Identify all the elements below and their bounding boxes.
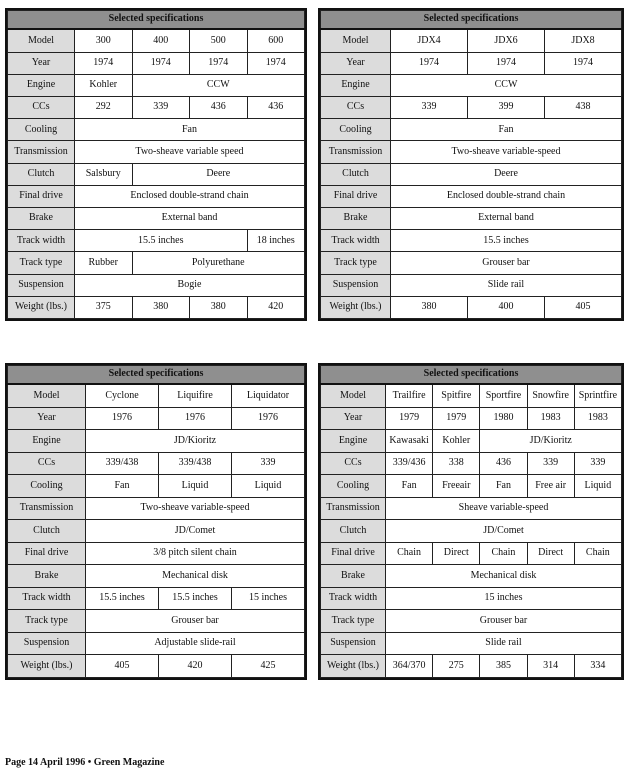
table-row: [321, 587, 622, 610]
table-row: [321, 475, 622, 498]
table-row: [8, 407, 305, 430]
spec-cell: 380: [190, 296, 248, 318]
spec-cell: 400: [468, 296, 545, 318]
row-label: Clutch: [321, 163, 391, 185]
row-label: Engine: [321, 74, 391, 96]
row-label: Year: [8, 52, 75, 74]
spec-cell: 339/438: [86, 452, 159, 475]
table-row: [321, 296, 622, 318]
spec-cell: 15.5 inches: [159, 587, 232, 610]
spec-cell: 1974: [247, 52, 305, 74]
row-label: Year: [321, 407, 386, 430]
spec-cell: Polyurethane: [132, 252, 305, 274]
table-row: [321, 452, 622, 475]
table-row: [8, 163, 305, 185]
row-label: Weight (lbs.): [8, 296, 75, 318]
spec-cell: Two-sheave variable-speed: [391, 141, 622, 163]
spec-cell: Grouser bar: [86, 610, 305, 633]
table-row: [8, 252, 305, 274]
spec-cell: 438: [545, 97, 622, 119]
table-row: [321, 97, 622, 119]
spec-cell: 1974: [190, 52, 248, 74]
row-label: Weight (lbs.): [321, 296, 391, 318]
row-label: CCs: [8, 97, 75, 119]
spec-cell: 375: [75, 296, 133, 318]
spec-cell: 436: [480, 452, 527, 475]
spec-cell: Fan: [386, 475, 433, 498]
row-label: Engine: [8, 74, 75, 96]
spec-cell: Direct: [527, 542, 574, 565]
spec-cell: Grouser bar: [386, 610, 622, 633]
table-row: [321, 207, 622, 229]
row-label: Cooling: [8, 475, 86, 498]
row-label: Track width: [8, 587, 86, 610]
table-row: [8, 632, 305, 655]
spec-cell: 15.5 inches: [86, 587, 159, 610]
table-row: [321, 542, 622, 565]
spec-cell: JDX6: [468, 29, 545, 52]
row-label: Track type: [8, 252, 75, 274]
table-row: [8, 655, 305, 678]
spec-cell: Fan: [391, 119, 622, 141]
spec-cell: Liquid: [159, 475, 232, 498]
table-row: [8, 74, 305, 96]
row-label: Weight (lbs.): [8, 655, 86, 678]
table-row: [321, 520, 622, 543]
table-row: [8, 452, 305, 475]
spec-cell: JDX8: [545, 29, 622, 52]
spec-table-1974-jdx: [318, 8, 624, 321]
spec-cell: 15 inches: [232, 587, 305, 610]
spec-cell: Kohler: [433, 430, 480, 453]
spec-cell: Slide rail: [391, 274, 622, 296]
table-row: [8, 119, 305, 141]
row-label: Transmission: [8, 141, 75, 163]
table-row: [321, 407, 622, 430]
row-label: Year: [8, 407, 86, 430]
row-label: Model: [8, 29, 75, 52]
spec-cell: Mechanical disk: [386, 565, 622, 588]
table-row: [8, 29, 305, 52]
spec-cell: 1976: [86, 407, 159, 430]
table-row: [321, 52, 622, 74]
row-label: Year: [321, 52, 391, 74]
table-row: [321, 141, 622, 163]
table-row: [8, 610, 305, 633]
spec-cell: 1979: [433, 407, 480, 430]
spec-cell: 385: [480, 655, 527, 678]
spec-table: [320, 365, 622, 678]
spec-cell: Liquid: [574, 475, 621, 498]
spec-cell: 420: [159, 655, 232, 678]
spec-cell: 314: [527, 655, 574, 678]
table-title: Selected specifications: [321, 11, 622, 30]
table-row: [8, 230, 305, 252]
spec-cell: 339/438: [159, 452, 232, 475]
spec-cell: 1979: [386, 407, 433, 430]
spec-table-1974-300-600: [5, 8, 307, 321]
row-label: Suspension: [321, 632, 386, 655]
spec-table: [320, 10, 622, 319]
row-label: Clutch: [8, 520, 86, 543]
spec-cell: 364/370: [386, 655, 433, 678]
spec-cell: JD/Kioritz: [86, 430, 305, 453]
table-row: [8, 207, 305, 229]
row-label: Track type: [321, 252, 391, 274]
spec-cell: 339/436: [386, 452, 433, 475]
table-row: [8, 141, 305, 163]
spec-cell: Freeair: [433, 475, 480, 498]
table-row: [8, 97, 305, 119]
spec-cell: 425: [232, 655, 305, 678]
spec-cell: 1974: [391, 52, 468, 74]
spec-cell: 399: [468, 97, 545, 119]
table-row: [8, 520, 305, 543]
spec-cell: 1980: [480, 407, 527, 430]
spec-cell: 400: [132, 29, 190, 52]
spec-cell: CCW: [391, 74, 622, 96]
row-label: Track type: [321, 610, 386, 633]
spec-cell: 1974: [75, 52, 133, 74]
spec-cell: 1974: [468, 52, 545, 74]
spec-cell: 436: [190, 97, 248, 119]
row-label: Brake: [321, 565, 386, 588]
row-label: Suspension: [321, 274, 391, 296]
spec-cell: Mechanical disk: [86, 565, 305, 588]
row-label: Track width: [321, 587, 386, 610]
spec-cell: Deere: [132, 163, 305, 185]
spec-cell: Salsbury: [75, 163, 133, 185]
spec-cell: Enclosed double-strand chain: [75, 185, 305, 207]
table-row: [8, 475, 305, 498]
spec-cell: JDX4: [391, 29, 468, 52]
table-row: [8, 542, 305, 565]
row-label: Track type: [8, 610, 86, 633]
row-label: Track width: [321, 230, 391, 252]
table-row: [321, 655, 622, 678]
spec-cell: 420: [247, 296, 305, 318]
table-row: [321, 632, 622, 655]
spec-cell: JD/Kioritz: [480, 430, 622, 453]
table-row: [321, 565, 622, 588]
spec-cell: Snowfire: [527, 384, 574, 407]
row-label: CCs: [321, 97, 391, 119]
spec-cell: 500: [190, 29, 248, 52]
spec-cell: Direct: [433, 542, 480, 565]
table-row: [8, 52, 305, 74]
table-row: [321, 430, 622, 453]
spec-cell: 18 inches: [247, 230, 305, 252]
spec-cell: Deere: [391, 163, 622, 185]
row-label: CCs: [8, 452, 86, 475]
spec-table: [7, 365, 305, 678]
table-title: Selected specifications: [321, 366, 622, 385]
spec-cell: Chain: [574, 542, 621, 565]
spec-cell: Kohler: [75, 74, 133, 96]
spec-cell: Fan: [480, 475, 527, 498]
row-label: Model: [8, 384, 86, 407]
spec-cell: 1976: [232, 407, 305, 430]
spec-cell: Spitfire: [433, 384, 480, 407]
row-label: Clutch: [8, 163, 75, 185]
table-title: Selected specifications: [8, 11, 305, 30]
spec-table-1976: [5, 363, 307, 680]
row-label: Transmission: [321, 497, 386, 520]
spec-table: [7, 10, 305, 319]
table-row: [321, 274, 622, 296]
row-label: Brake: [8, 565, 86, 588]
spec-cell: 1983: [574, 407, 621, 430]
table-row: [321, 384, 622, 407]
table-row: [321, 610, 622, 633]
table-row: [8, 296, 305, 318]
row-label: Cooling: [321, 475, 386, 498]
row-label: Engine: [8, 430, 86, 453]
table-row: [8, 384, 305, 407]
spec-cell: 339: [527, 452, 574, 475]
row-label: Suspension: [8, 274, 75, 296]
row-label: Transmission: [321, 141, 391, 163]
table-row: [321, 29, 622, 52]
row-label: Model: [321, 384, 386, 407]
spec-cell: 1976: [159, 407, 232, 430]
spec-cell: 405: [545, 296, 622, 318]
spec-cell: Chain: [480, 542, 527, 565]
row-label: Brake: [8, 207, 75, 229]
spec-cell: Kawasaki: [386, 430, 433, 453]
spec-cell: Two-sheave variable-speed: [86, 497, 305, 520]
table-row: [8, 565, 305, 588]
spec-cell: 334: [574, 655, 621, 678]
table-row: [8, 274, 305, 296]
spec-cell: Chain: [386, 542, 433, 565]
spec-cell: Grouser bar: [391, 252, 622, 274]
spec-cell: 15.5 inches: [75, 230, 248, 252]
spec-cell: 1983: [527, 407, 574, 430]
row-label: Cooling: [321, 119, 391, 141]
row-label: Cooling: [8, 119, 75, 141]
spec-cell: 1974: [545, 52, 622, 74]
spec-cell: 380: [132, 296, 190, 318]
table-title: Selected specifications: [8, 366, 305, 385]
table-row: [321, 163, 622, 185]
spec-cell: 405: [86, 655, 159, 678]
spec-cell: 338: [433, 452, 480, 475]
spec-cell: Liquid: [232, 475, 305, 498]
spec-cell: 436: [247, 97, 305, 119]
table-row: [321, 74, 622, 96]
table-row: [321, 252, 622, 274]
spec-cell: Trailfire: [386, 384, 433, 407]
spec-table-1979-1983: [318, 363, 624, 680]
row-label: Final drive: [321, 542, 386, 565]
spec-cell: 600: [247, 29, 305, 52]
spec-cell: 15 inches: [386, 587, 622, 610]
row-label: Clutch: [321, 520, 386, 543]
spec-cell: CCW: [132, 74, 305, 96]
row-label: Final drive: [321, 185, 391, 207]
row-label: Suspension: [8, 632, 86, 655]
spec-cell: Fan: [86, 475, 159, 498]
spec-cell: Bogie: [75, 274, 305, 296]
spec-cell: 1974: [132, 52, 190, 74]
spec-cell: JD/Comet: [386, 520, 622, 543]
table-row: [8, 430, 305, 453]
spec-cell: 292: [75, 97, 133, 119]
row-label: Brake: [321, 207, 391, 229]
table-row: [321, 119, 622, 141]
row-label: CCs: [321, 452, 386, 475]
spec-cell: JD/Comet: [86, 520, 305, 543]
row-label: Final drive: [8, 542, 86, 565]
spec-cell: 339: [132, 97, 190, 119]
spec-cell: 339: [391, 97, 468, 119]
page-footer: Page 14 April 1996 • Green Magazine: [5, 757, 165, 768]
spec-cell: Cyclone: [86, 384, 159, 407]
spec-cell: Enclosed double-strand chain: [391, 185, 622, 207]
spec-cell: Rubber: [75, 252, 133, 274]
row-label: Model: [321, 29, 391, 52]
spec-cell: 3/8 pitch silent chain: [86, 542, 305, 565]
spec-cell: Adjustable slide-rail: [86, 632, 305, 655]
spec-cell: 15.5 inches: [391, 230, 622, 252]
table-row: [321, 230, 622, 252]
table-row: [8, 185, 305, 207]
spec-cell: 300: [75, 29, 133, 52]
table-row: [8, 497, 305, 520]
spec-cell: Sportfire: [480, 384, 527, 407]
spec-cell: Liquifire: [159, 384, 232, 407]
spec-cell: 275: [433, 655, 480, 678]
table-row: [321, 185, 622, 207]
row-label: Transmission: [8, 497, 86, 520]
spec-cell: Liquidator: [232, 384, 305, 407]
spec-cell: External band: [391, 207, 622, 229]
spec-cell: Two-sheave variable speed: [75, 141, 305, 163]
row-label: Track width: [8, 230, 75, 252]
spec-cell: 339: [574, 452, 621, 475]
table-row: [321, 497, 622, 520]
spec-cell: Fan: [75, 119, 305, 141]
spec-cell: Free air: [527, 475, 574, 498]
spec-cell: Sheave variable-speed: [386, 497, 622, 520]
row-label: Engine: [321, 430, 386, 453]
spec-cell: Sprintfire: [574, 384, 621, 407]
spec-cell: External band: [75, 207, 305, 229]
row-label: Final drive: [8, 185, 75, 207]
spec-cell: 380: [391, 296, 468, 318]
row-label: Weight (lbs.): [321, 655, 386, 678]
table-row: [8, 587, 305, 610]
spec-cell: 339: [232, 452, 305, 475]
spec-cell: Slide rail: [386, 632, 622, 655]
